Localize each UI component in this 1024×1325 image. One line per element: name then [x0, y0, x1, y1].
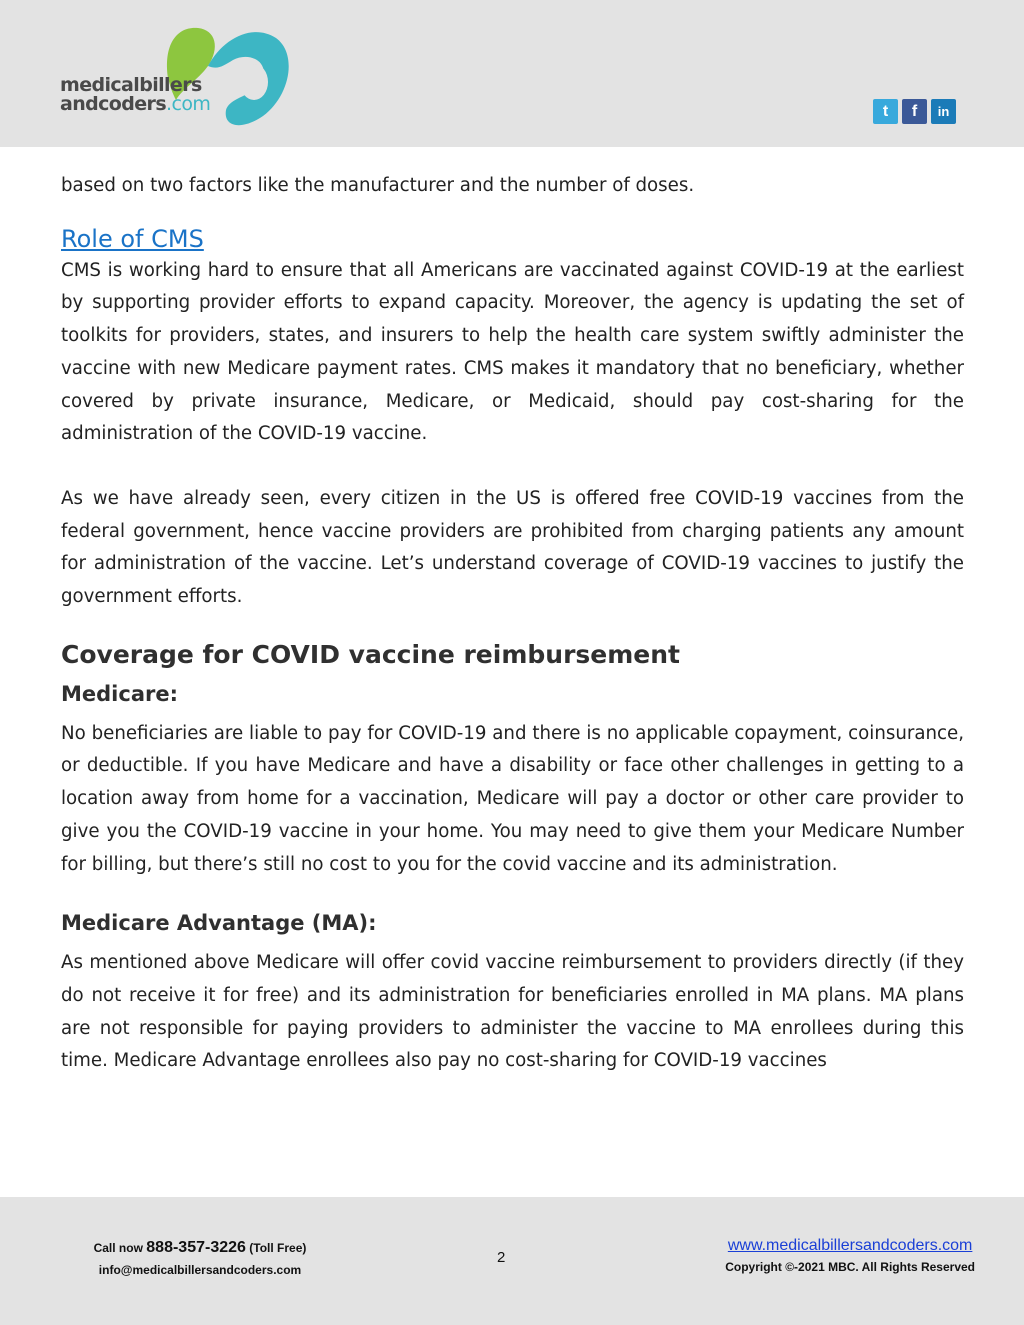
logo-line2: andcoders: [60, 93, 167, 115]
role-paragraph-1: CMS is working hard to ensure that all Americans are vaccinated against COVID-19 at the earliest by supporting provider efforts to expand capacity. Moreover, the agency is updating the set of toolkits for providers, states, and insurers to help the health care system swiftly administer the vaccine with new Medicare payment rates. CMS makes it mandatory that no beneficiary, whether covered by private insurance, Medicare, or Medicaid, should pay cost-sharing for the administration of the COVID-19 vaccine.: [61, 259, 964, 445]
logo-wordmark: [60, 76, 210, 114]
page-header: [0, 0, 1024, 147]
role-of-cms-heading[interactable]: Role of CMS: [61, 224, 204, 253]
website-link[interactable]: www.medicalbillersandcoders.com: [727, 1237, 973, 1254]
document-body: [61, 170, 964, 1078]
facebook-icon[interactable]: f: [902, 99, 927, 124]
twitter-icon[interactable]: t: [873, 99, 898, 124]
medicare-heading: Medicare:: [61, 681, 178, 706]
role-paragraph-2: As we have already seen, every citizen in the US is offered free COVID-19 vaccines from the federal government, hence vaccine providers are prohibited from charging patients any amount for administration of the vaccine. Let’s understand coverage of COVID-19 vaccines to justify the government efforts.: [61, 487, 964, 608]
footer-website-block: [725, 1237, 975, 1274]
footer-contact: [80, 1239, 320, 1277]
linkedin-icon[interactable]: in: [931, 99, 956, 124]
paragraph-gap: [61, 451, 964, 483]
medicare-advantage-paragraph: As mentioned above Medicare will offer covid vaccine reimbursement to providers directly (if they do not receive it for free) and its administration for beneficiaries enrolled in MA plans. MA plans are not responsible for paying providers to administer the vaccine to MA enrollees during this time. Medicare Advantage enrollees also pay no cost-sharing for COVID-19 vaccines: [61, 952, 964, 1072]
toll-free-label: (Toll Free): [249, 1241, 307, 1255]
copyright-text: Copyright ©-2021 MBC. All Rights Reserved: [725, 1260, 975, 1274]
medicare-advantage-heading: Medicare Advantage (MA):: [61, 911, 377, 936]
logo-line1: medicalbillers: [60, 74, 202, 96]
call-now-label: Call now: [93, 1241, 143, 1255]
logo-domain: .com: [166, 93, 211, 115]
page-footer: [0, 1197, 1024, 1325]
footer-email[interactable]: info@medicalbillersandcoders.com: [98, 1263, 302, 1277]
intro-paragraph: based on two factors like the manufacturer and the number of doses.: [61, 175, 695, 196]
phone-number[interactable]: 888-357-3226: [146, 1239, 246, 1256]
medicare-paragraph: No beneficiaries are liable to pay for COVID-19 and there is no applicable copayment, coinsurance, or deductible. If you have Medicare and have a disability or face other challenges in getting to a location away from home for a vaccination, Medicare will pay a doctor or other care provider to give you the COVID-19 vaccine in your home. You may need to give them your Medicare Number for billing, but there’s still no cost to you for the covid vaccine and its administration.: [61, 722, 964, 875]
social-links: [873, 99, 956, 124]
page-number: 2: [497, 1249, 506, 1266]
coverage-heading: Coverage for COVID vaccine reimbursement: [61, 639, 680, 669]
